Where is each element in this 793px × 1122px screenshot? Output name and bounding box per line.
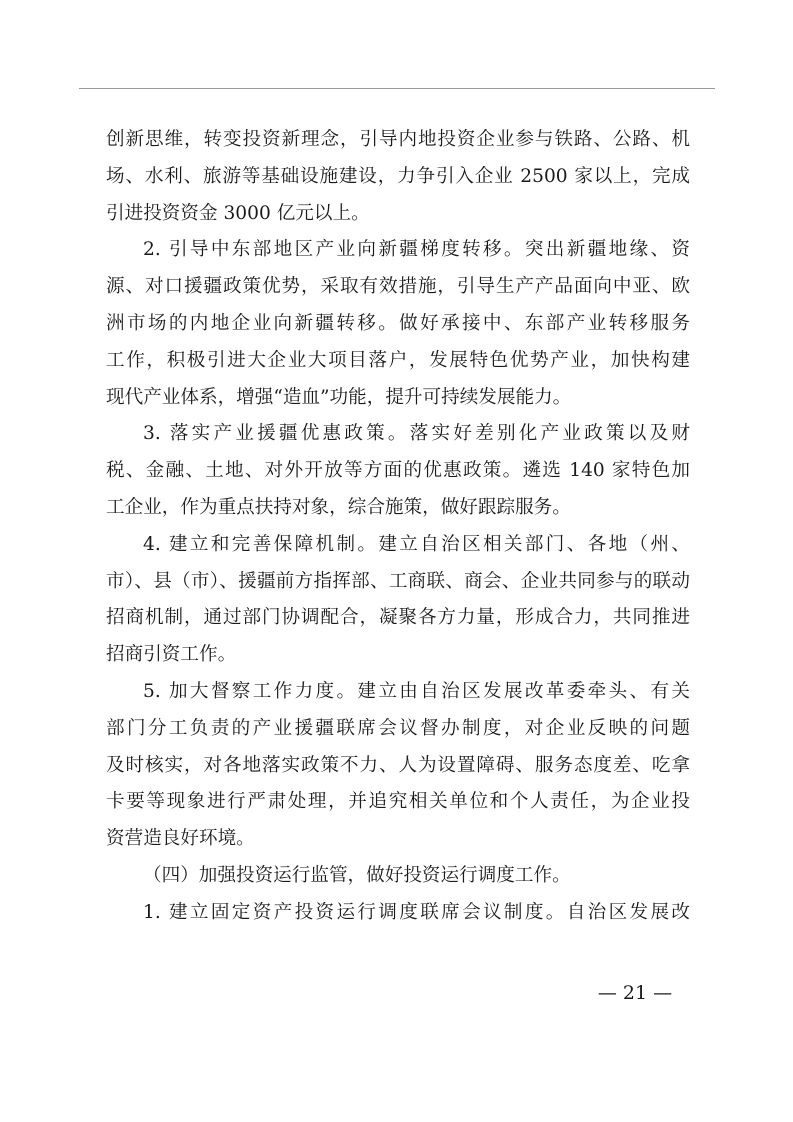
text-line: 工作，积极引进大企业大项目落户，发展特色优势产业，加快构建 <box>106 349 690 371</box>
text-line: 场、水利、旅游等基础设施建设，力争引入企业 2500 家以上，完成 <box>106 165 690 187</box>
text-line: 4. 建立和完善保障机制。建立自治区相关部门、各地（州、 <box>143 533 690 555</box>
text-line: 1. 建立固定资产投资运行调度联席会议制度。自治区发展改 <box>143 901 690 923</box>
text-line: 创新思维，转变投资新理念，引导内地投资企业参与铁路、公路、机 <box>106 129 690 150</box>
text-line: 资营造良好环境。 <box>106 828 255 850</box>
text-line: 招商机制，通过部门协调配合，凝聚各方力量，形成合力，共同推进 <box>106 607 690 629</box>
header-rule <box>79 88 715 89</box>
text-line: 部门分工负责的产业援疆联席会议督办制度，对企业反映的问题 <box>106 717 690 739</box>
text-line: 工企业，作为重点扶持对象，综合施策，做好跟踪服务。 <box>106 496 571 518</box>
text-line: 市）、县（市）、援疆前方指挥部、工商联、商会、企业共同参与的联动 <box>106 570 690 592</box>
text-line: 招商引资工作。 <box>106 644 237 666</box>
text-line: 引进投资资金 3000 亿元以上。 <box>106 202 370 224</box>
text-line: 2. 引导中东部地区产业向新疆梯度转移。突出新疆地缘、资 <box>143 239 690 261</box>
text-line: 税、金融、土地、对外开放等方面的优惠政策。遴选 140 家特色加 <box>106 460 690 482</box>
text-line: 5. 加大督察工作力度。建立由自治区发展改革委牵头、有关 <box>143 680 690 702</box>
page-number: — 21 — <box>597 982 673 1004</box>
text-line: 及时核实，对各地落实政策不力、人为设置障碍、服务态度差、吃拿 <box>106 754 690 776</box>
text-line: 洲市场的内地企业向新疆转移。做好承接中、东部产业转移服务 <box>106 312 690 334</box>
document-body <box>106 122 690 932</box>
text-line: 卡要等现象进行严肃处理，并追究相关单位和个人责任，为企业投 <box>106 791 690 813</box>
text-line: 现代产业体系，增强“造血”功能，提升可持续发展能力。 <box>106 386 572 408</box>
text-line: 3. 落实产业援疆优惠政策。落实好差别化产业政策以及财 <box>143 423 690 445</box>
section-heading: （四）加强投资运行监管，做好投资运行调度工作。 <box>143 864 571 886</box>
text-line: 源、对口援疆政策优势，采取有效措施，引导生产产品面向中亚、欧 <box>106 276 690 298</box>
